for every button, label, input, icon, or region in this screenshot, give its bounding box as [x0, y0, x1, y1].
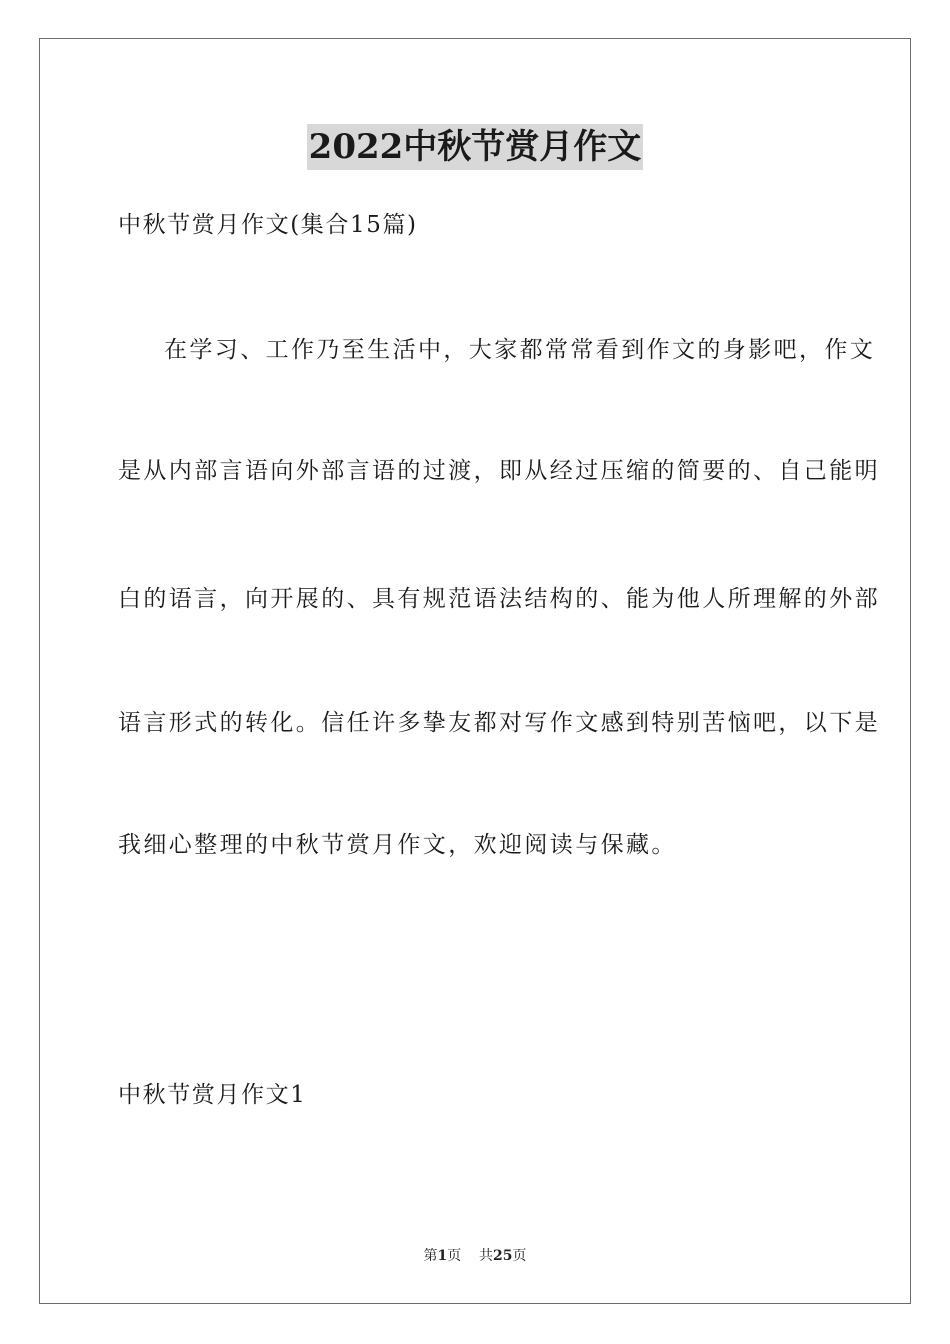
title-container	[0, 124, 950, 170]
paragraph-line-1: 在学习、工作乃至生活中，大家都常常看到作文的身影吧，作文	[164, 337, 876, 363]
page-number: 1	[437, 1248, 448, 1264]
paragraph-line-5: 我细心整理的中秋节赏月作文，欢迎阅读与保藏。	[118, 832, 677, 858]
total-pages: 25	[493, 1248, 513, 1264]
paragraph-line-3: 白的语言，向开展的、具有规范语法结构的、能为他人所理解的外部	[118, 586, 880, 612]
total-suffix: 页	[512, 1248, 527, 1264]
document-title: 2022中秋节赏月作文	[307, 124, 644, 170]
paragraph-line-4: 语言形式的转化。信任许多挚友都对写作文感到特别苦恼吧，以下是	[118, 710, 880, 736]
paragraph-line-2: 是从内部言语向外部言语的过渡，即从经过压缩的简要的、自己能明	[118, 458, 880, 484]
total-prefix: 共	[479, 1248, 494, 1264]
page-footer	[0, 1246, 950, 1266]
page-suffix: 页	[447, 1248, 462, 1264]
document-subtitle: 中秋节赏月作文(集合15篇)	[118, 212, 418, 238]
section-heading: 中秋节赏月作文1	[118, 1082, 307, 1108]
page-prefix: 第	[423, 1248, 438, 1264]
